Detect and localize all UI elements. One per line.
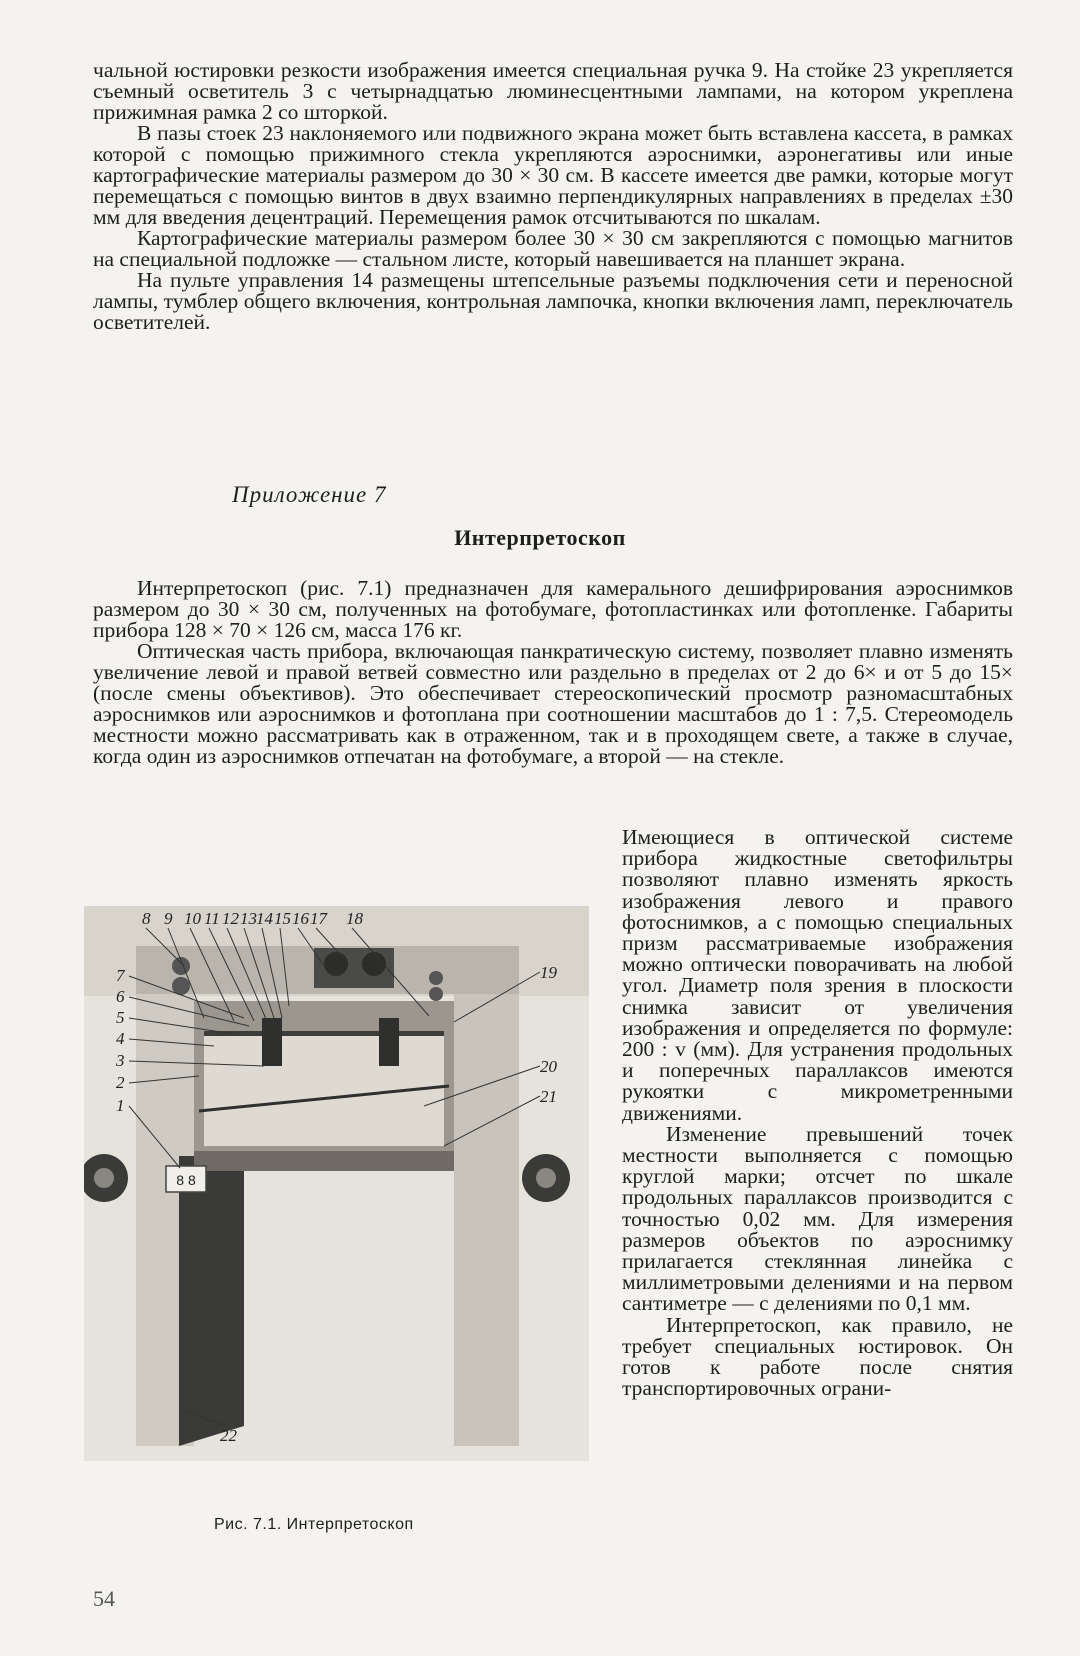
paragraph: Интерпретоскоп (рис. 7.1) предназначен для камерального дешифрирования аэроснимков размером до 30 × 30 см, полученных на фотобумаге, фотопластинках или фотопленке. Габариты прибора 128 × 70 × 126 см, масса 176 кг. <box>93 576 1013 642</box>
paragraph: Оптическая часть прибора, включающая панкратическую систему, позволяет плавно изменять увеличение левой и правой ветвей совместно или раздельно в пределах от 2 до 6× и от 5 до 15× (после смены объективов). Это обеспечивает стереоскопический просмотр разномасштабных аэроснимков или аэроснимков и фотоплана при соотношении масштабов до 1 : 7,5. Стереомодель местности можно рассматривать как в отраженном, так и в проходящем свете, а также в случае, когда один из аэроснимков отпечатан на фотобумаге, а второй — на стекле. <box>93 639 1013 768</box>
callout-number: 1 <box>116 1096 125 1115</box>
text-block-top <box>93 60 1013 333</box>
callout-number: 20 <box>540 1057 557 1076</box>
paragraph: Изменение превышений точек местности выполняется с помощью круглой марки; отсчет по шкале продольных параллаксов производится с точностью 0,02 мм. Для измерения размеров объектов по аэроснимку прилагается стеклянная линейка с миллиметровыми делениями и на первом сантиметре — с делениями по 0,1 мм. <box>622 1121 1013 1316</box>
text-block-main <box>93 578 1013 767</box>
paragraph: Имеющиеся в оптической системе прибора жидкостные светофильтры позволяют плавно изменять яркость изображения левого и правого фотоснимков, а с помощью специальных призм рассматриваемые изображения можно оптически поворачивать на любой угол. Диаметр поля зрения в плоскости снимка зависит от увеличения изображения и определяется по формуле: 200 : v (мм). Для устранения продольных и поперечных параллаксов имеются рукоятки с микрометренными движениями. <box>622 825 1013 1125</box>
callout-number: 8 <box>142 909 151 928</box>
callout-number: 10 <box>184 909 201 928</box>
text-block-side <box>622 827 1013 1399</box>
callout-number: 21 <box>540 1087 557 1106</box>
callout-number: 11 <box>204 909 220 928</box>
paragraph: Картографические материалы размером более 30 × 30 см закрепляются с помощью магнитов на специальной подложке — стальном листе, который навешивается на планшет экрана. <box>93 226 1013 271</box>
callout-number: 17 <box>310 909 327 928</box>
right-leg <box>454 946 519 1446</box>
callout-number: 12 <box>222 909 239 928</box>
page-number: 54 <box>93 1586 115 1611</box>
callout-number: 22 <box>220 1426 237 1445</box>
paragraph: На пульте управления 14 размещены штепсельные разъемы подключения сети и переносной лампы, тумблер общего включения, контрольная лампочка, кнопки включения ламп, переключатель осветителей. <box>93 268 1013 334</box>
callout-number: 18 <box>346 909 363 928</box>
callout-number: 5 <box>116 1008 125 1027</box>
callout-number: 4 <box>116 1029 125 1048</box>
paragraph: Интерпретоскоп, как правило, не требует специальных юстировок. Он готов к работе после снятия транспортировочных ограни- <box>622 1312 1013 1401</box>
callout-number: 6 <box>116 987 125 1006</box>
figure-caption: Рис. 7.1. Интерпретоскоп <box>214 1516 414 1533</box>
section-title: Интерпретоскоп <box>454 525 626 550</box>
callout-number: 19 <box>540 963 557 982</box>
callout-number: 16 <box>292 909 309 928</box>
panel-label: 8 8 <box>176 1172 196 1188</box>
callout-number: 15 <box>274 909 291 928</box>
callout-number: 7 <box>116 966 125 985</box>
callout-number: 9 <box>164 909 173 928</box>
paragraph: В пазы стоек 23 наклоняемого или подвижного экрана может быть вставлена кассета, в рамках которой с помощью прижимного стекла укрепляются аэроснимки, аэронегативы или иные картографические материалы размером до 30 × 30 см. В кассете имеется две рамки, которые могут перемещаться с помощью винтов в двух взаимно перпендикулярных направлениях в пределах ±30 мм для введения децентраций. Перемещения рамок отсчитываются по шкалам. <box>93 121 1013 229</box>
callout-number: 2 <box>116 1073 125 1092</box>
appendix-label: Приложение 7 <box>232 482 387 507</box>
interpretoscope-illustration <box>84 906 589 1461</box>
callout-number: 3 <box>116 1051 125 1070</box>
figure-interpretoscope <box>84 906 589 1461</box>
callout-number: 13 <box>240 909 257 928</box>
paragraph: чальной юстировки резкости изображения имеется специальная ручка 9. На стойке 23 укрепляется съемный осветитель 3 с четырнадцатью люминесцентными лампами, на котором укреплена прижимная рамка 2 со шторкой. <box>93 58 1013 124</box>
callout-number: 14 <box>256 909 273 928</box>
left-leg-shadow <box>179 1156 244 1446</box>
